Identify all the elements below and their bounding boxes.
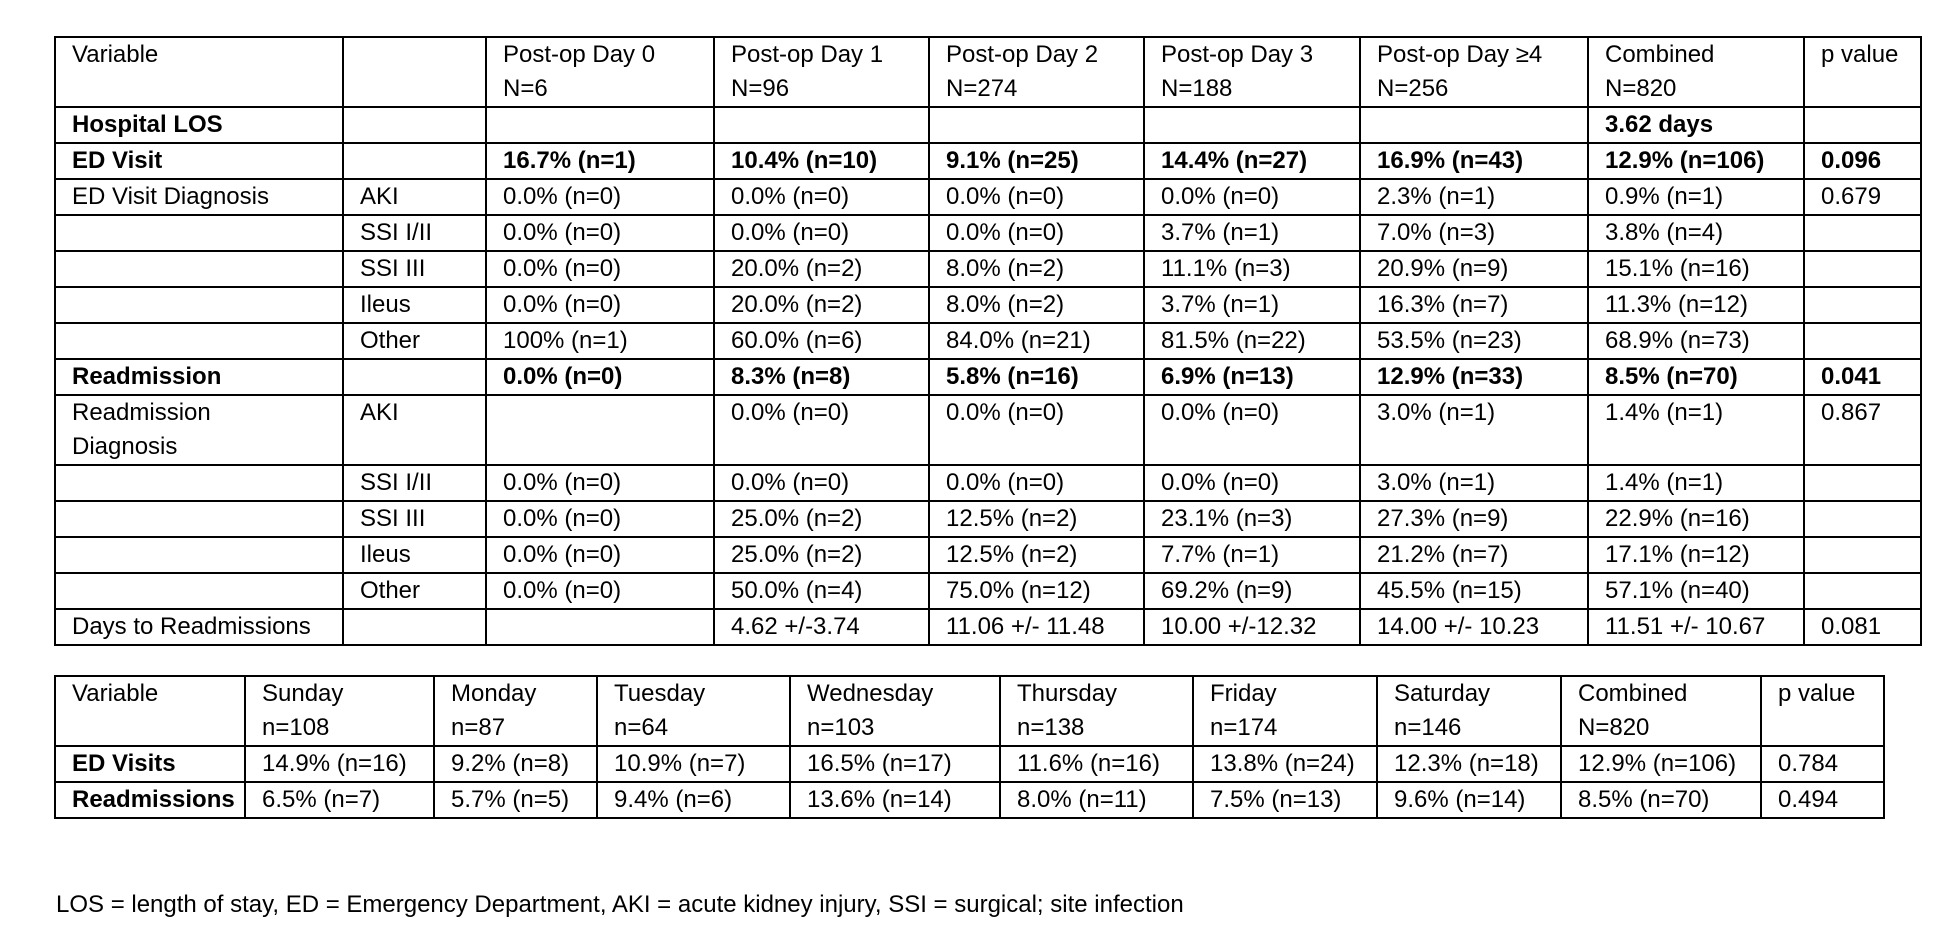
table-cell (1804, 537, 1921, 573)
table-cell (55, 573, 343, 609)
table-cell: 100% (n=1) (486, 323, 714, 359)
table-cell: 11.3% (n=12) (1588, 287, 1804, 323)
table-cell: 11.6% (n=16) (1000, 746, 1193, 782)
header-cell: Combined N=820 (1588, 37, 1804, 107)
header-cell: Variable (55, 676, 245, 746)
table-cell: 3.0% (n=1) (1360, 465, 1588, 501)
table-cell (1804, 287, 1921, 323)
table-cell: 0.0% (n=0) (486, 537, 714, 573)
table-row (55, 107, 1921, 143)
table-cell: Other (343, 323, 486, 359)
table-cell: 25.0% (n=2) (714, 537, 929, 573)
table-row (55, 215, 1921, 251)
table-cell (1804, 215, 1921, 251)
table-cell: 14.4% (n=27) (1144, 143, 1360, 179)
table-cell (1804, 251, 1921, 287)
table-cell: 14.00 +/- 10.23 (1360, 609, 1588, 645)
table-row (55, 465, 1921, 501)
table-cell: ED Visit (55, 143, 343, 179)
table-cell (55, 287, 343, 323)
table-cell: 12.9% (n=106) (1588, 143, 1804, 179)
table-cell: 60.0% (n=6) (714, 323, 929, 359)
table-cell (1804, 465, 1921, 501)
header-cell: Variable (55, 37, 343, 107)
table-cell: 0.494 (1761, 782, 1884, 818)
table-cell: 8.0% (n=11) (1000, 782, 1193, 818)
table-cell: 0.0% (n=0) (486, 251, 714, 287)
table-cell: Readmission Diagnosis (55, 395, 343, 465)
table-cell: 20.9% (n=9) (1360, 251, 1588, 287)
table-cell: 68.9% (n=73) (1588, 323, 1804, 359)
weekday-table-body (55, 676, 1884, 818)
table-cell: 10.00 +/-12.32 (1144, 609, 1360, 645)
header-cell: p value (1804, 37, 1921, 107)
table-cell (55, 323, 343, 359)
table-cell: ED Visits (55, 746, 245, 782)
table-cell: 0.0% (n=0) (486, 465, 714, 501)
header-cell: Friday n=174 (1193, 676, 1377, 746)
table-cell: 84.0% (n=21) (929, 323, 1144, 359)
table-cell: 13.8% (n=24) (1193, 746, 1377, 782)
table-cell: 12.9% (n=106) (1561, 746, 1761, 782)
table-cell: 12.3% (n=18) (1377, 746, 1561, 782)
table-cell: 0.0% (n=0) (929, 465, 1144, 501)
header-cell: Wednesday n=103 (790, 676, 1000, 746)
table-cell: 8.3% (n=8) (714, 359, 929, 395)
table-row (55, 573, 1921, 609)
table-cell: 21.2% (n=7) (1360, 537, 1588, 573)
table-cell: 53.5% (n=23) (1360, 323, 1588, 359)
table-cell: 0.0% (n=0) (1144, 465, 1360, 501)
table-cell: Readmission (55, 359, 343, 395)
table-cell: 10.9% (n=7) (597, 746, 790, 782)
table-row (55, 323, 1921, 359)
table-row (55, 359, 1921, 395)
table-cell (1804, 323, 1921, 359)
table-cell: 0.096 (1804, 143, 1921, 179)
table-cell: 69.2% (n=9) (1144, 573, 1360, 609)
footnote: LOS = length of stay, ED = Emergency Department, AKI = acute kidney injury, SSI = surgical; site infection (56, 891, 1184, 918)
table-cell: SSI I/II (343, 465, 486, 501)
postop-day-table-body (55, 37, 1921, 645)
table-cell: 13.6% (n=14) (790, 782, 1000, 818)
table-cell: 11.51 +/- 10.67 (1588, 609, 1804, 645)
table-cell: 12.5% (n=2) (929, 537, 1144, 573)
table-cell: 0.0% (n=0) (486, 501, 714, 537)
table-cell: 9.4% (n=6) (597, 782, 790, 818)
table-cell: 15.1% (n=16) (1588, 251, 1804, 287)
table-cell: 8.5% (n=70) (1561, 782, 1761, 818)
table-row (55, 609, 1921, 645)
table-cell: 0.0% (n=0) (486, 287, 714, 323)
table-cell: 0.9% (n=1) (1588, 179, 1804, 215)
table-cell (343, 609, 486, 645)
table-cell: 75.0% (n=12) (929, 573, 1144, 609)
table-cell: 0.0% (n=0) (486, 215, 714, 251)
table-cell (929, 107, 1144, 143)
header-cell: Post-op Day 2 N=274 (929, 37, 1144, 107)
table-cell: 9.2% (n=8) (434, 746, 597, 782)
header-cell: Thursday n=138 (1000, 676, 1193, 746)
table-cell: SSI III (343, 251, 486, 287)
table-cell: 0.0% (n=0) (486, 179, 714, 215)
table-row (55, 287, 1921, 323)
header-cell: Combined N=820 (1561, 676, 1761, 746)
weekday-table (54, 675, 1885, 819)
table-cell: 0.0% (n=0) (929, 215, 1144, 251)
table-cell: 27.3% (n=9) (1360, 501, 1588, 537)
table-row (55, 782, 1884, 818)
header-cell: Post-op Day 1 N=96 (714, 37, 929, 107)
table-cell: 0.867 (1804, 395, 1921, 465)
table-cell: 7.5% (n=13) (1193, 782, 1377, 818)
table-cell (1804, 107, 1921, 143)
table-cell (486, 609, 714, 645)
table-cell: 0.0% (n=0) (929, 179, 1144, 215)
table-cell (55, 501, 343, 537)
table-cell: 20.0% (n=2) (714, 251, 929, 287)
table-cell: 5.8% (n=16) (929, 359, 1144, 395)
table-cell: Ileus (343, 287, 486, 323)
table-cell: Days to Readmissions (55, 609, 343, 645)
table-cell: 3.62 days (1588, 107, 1804, 143)
table-cell: 0.0% (n=0) (1144, 395, 1360, 465)
table-cell: 0.0% (n=0) (714, 465, 929, 501)
table-row (55, 746, 1884, 782)
table-cell: 57.1% (n=40) (1588, 573, 1804, 609)
table-cell: 2.3% (n=1) (1360, 179, 1588, 215)
table-cell: 8.0% (n=2) (929, 251, 1144, 287)
table-cell: 3.7% (n=1) (1144, 287, 1360, 323)
header-cell: Post-op Day 3 N=188 (1144, 37, 1360, 107)
header-cell: Monday n=87 (434, 676, 597, 746)
table-cell: 0.041 (1804, 359, 1921, 395)
table-cell: 10.4% (n=10) (714, 143, 929, 179)
table-cell: Ileus (343, 537, 486, 573)
table-cell (343, 359, 486, 395)
table-row (55, 395, 1921, 465)
header-row (55, 37, 1921, 107)
header-cell: Sunday n=108 (245, 676, 434, 746)
table-cell: 8.5% (n=70) (1588, 359, 1804, 395)
table-cell: ED Visit Diagnosis (55, 179, 343, 215)
table-cell: 8.0% (n=2) (929, 287, 1144, 323)
table-cell (1804, 501, 1921, 537)
table-cell: 45.5% (n=15) (1360, 573, 1588, 609)
table-cell: 3.0% (n=1) (1360, 395, 1588, 465)
table-cell (1804, 573, 1921, 609)
table-cell: 50.0% (n=4) (714, 573, 929, 609)
table-cell: Other (343, 573, 486, 609)
table-cell: Readmissions (55, 782, 245, 818)
header-cell: p value (1761, 676, 1884, 746)
table-row (55, 143, 1921, 179)
table-cell: 0.0% (n=0) (714, 179, 929, 215)
table-cell (714, 107, 929, 143)
table-row (55, 179, 1921, 215)
table-cell: 16.7% (n=1) (486, 143, 714, 179)
table-cell: 6.9% (n=13) (1144, 359, 1360, 395)
table-cell: 16.5% (n=17) (790, 746, 1000, 782)
table-cell: 11.1% (n=3) (1144, 251, 1360, 287)
table-cell: 14.9% (n=16) (245, 746, 434, 782)
table-cell: 0.0% (n=0) (486, 359, 714, 395)
table-cell: 81.5% (n=22) (1144, 323, 1360, 359)
table-cell: Hospital LOS (55, 107, 343, 143)
table-cell: 6.5% (n=7) (245, 782, 434, 818)
header-cell: Post-op Day ≥4 N=256 (1360, 37, 1588, 107)
table-cell: SSI I/II (343, 215, 486, 251)
table-cell (55, 215, 343, 251)
table-cell: 4.62 +/-3.74 (714, 609, 929, 645)
header-cell (343, 37, 486, 107)
table-cell: 12.9% (n=33) (1360, 359, 1588, 395)
table-cell: 9.1% (n=25) (929, 143, 1144, 179)
table-cell (343, 107, 486, 143)
table-cell (55, 537, 343, 573)
table-cell: 0.784 (1761, 746, 1884, 782)
table-cell: AKI (343, 395, 486, 465)
table-cell: 0.081 (1804, 609, 1921, 645)
table-cell: 7.0% (n=3) (1360, 215, 1588, 251)
table-cell: 1.4% (n=1) (1588, 465, 1804, 501)
header-cell: Post-op Day 0 N=6 (486, 37, 714, 107)
table-cell: 1.4% (n=1) (1588, 395, 1804, 465)
table-cell (343, 143, 486, 179)
table-cell: 0.0% (n=0) (1144, 179, 1360, 215)
postop-day-table (54, 36, 1922, 646)
table-cell: 0.0% (n=0) (486, 573, 714, 609)
table-cell (55, 465, 343, 501)
table-cell: SSI III (343, 501, 486, 537)
table-cell: 0.0% (n=0) (714, 395, 929, 465)
table-cell: 23.1% (n=3) (1144, 501, 1360, 537)
table-cell: 0.0% (n=0) (714, 215, 929, 251)
table-cell: 20.0% (n=2) (714, 287, 929, 323)
table-cell: 11.06 +/- 11.48 (929, 609, 1144, 645)
table-cell: 3.7% (n=1) (1144, 215, 1360, 251)
table-row (55, 251, 1921, 287)
table-cell: 16.9% (n=43) (1360, 143, 1588, 179)
table-row (55, 501, 1921, 537)
header-cell: Tuesday n=64 (597, 676, 790, 746)
table-cell: 22.9% (n=16) (1588, 501, 1804, 537)
table-cell: 3.8% (n=4) (1588, 215, 1804, 251)
table-cell (486, 107, 714, 143)
header-row (55, 676, 1884, 746)
table-cell: 16.3% (n=7) (1360, 287, 1588, 323)
table-cell: 5.7% (n=5) (434, 782, 597, 818)
table-cell: 9.6% (n=14) (1377, 782, 1561, 818)
table-cell: 7.7% (n=1) (1144, 537, 1360, 573)
table-cell: 12.5% (n=2) (929, 501, 1144, 537)
table-cell: 0.0% (n=0) (929, 395, 1144, 465)
table-cell (1360, 107, 1588, 143)
table-cell: 17.1% (n=12) (1588, 537, 1804, 573)
table-cell: 25.0% (n=2) (714, 501, 929, 537)
table-cell: AKI (343, 179, 486, 215)
table-cell: 0.679 (1804, 179, 1921, 215)
table-cell (1144, 107, 1360, 143)
table-cell (486, 395, 714, 465)
table-row (55, 537, 1921, 573)
table-cell (55, 251, 343, 287)
header-cell: Saturday n=146 (1377, 676, 1561, 746)
